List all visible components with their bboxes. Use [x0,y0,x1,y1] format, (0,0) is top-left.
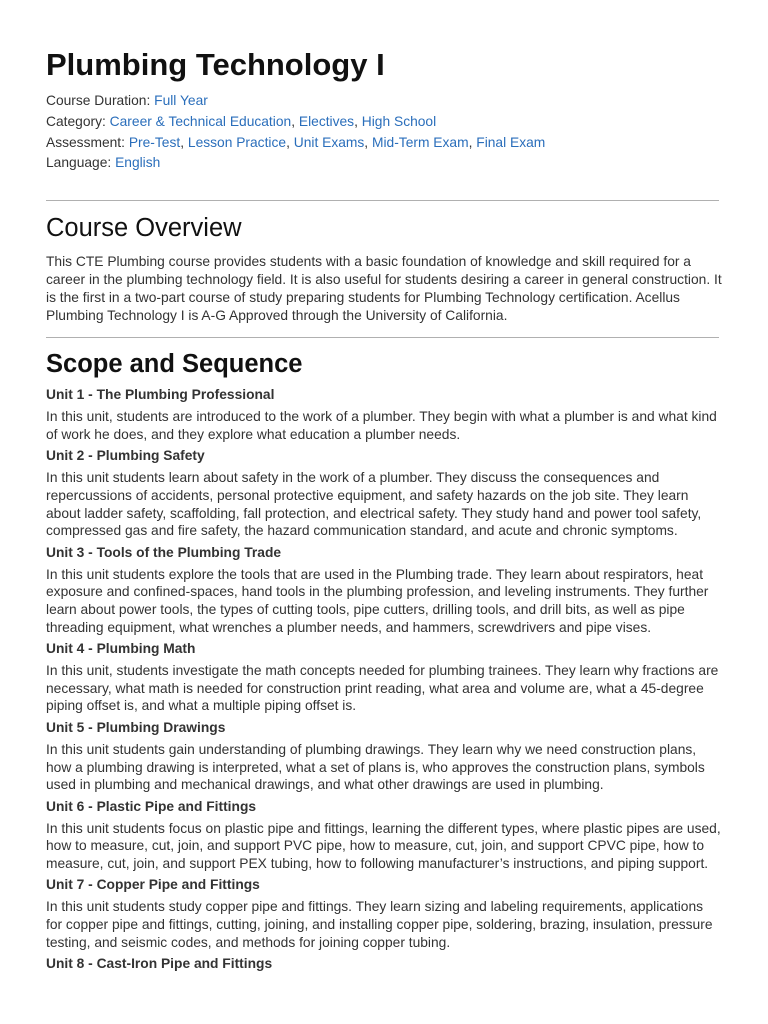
unit-description: In this unit students learn about safety in the work of a plumber. They discuss the consequences and repercussions of accidents, personal protective equipment, and safety hazards on the job site. They learn about ladder safety, scaffolding, fall protection, and electrical safety. They study hand and power tool safety, compressed gas and fire safety, the hazard communication standard, and acute and chronic symptoms. [46,470,702,539]
assessment-link-final-exam[interactable]: Final Exam [476,134,546,150]
divider [46,337,719,338]
category-row: Category: Career & Technical Education, Electives, High School [46,113,437,129]
duration-label: Course Duration: [46,93,151,108]
language-label: Language: [46,155,112,171]
unit-title: Unit 4 - Plumbing Math [46,641,196,657]
assessment-link-mid-term[interactable]: Mid-Term Exam [371,134,469,150]
duration-link[interactable]: Full Year [154,93,208,108]
category-label: Category: [46,113,106,129]
unit-description: In this unit students explore the tools that are used in the Plumbing trade. They learn about respirators, heat exposure and confined-spaces, hand tools in the plumbing profession, and leveling instruments. They further learn about power tools, the types of cutting tools, pipe cutters, drilling tools, and drill bits, as well as pipe threading equipment, what wrenches a plumber needs, and hammers, screwdrivers and pipe vises. [46,566,709,635]
course-meta [46,91,722,174]
unit-title: Unit 8 - Cast-Iron Pipe and Fittings [46,956,273,972]
divider [46,200,719,201]
unit-description: In this unit students focus on plastic pipe and fittings, learning the different types, where plastic pipes are used, how to measure, cut, join, and support PVC pipe, how to measure, cut, join, and support CPVC pipe, how to measure, cut, join, and support PEX tubing, how to following manufacturer’s instructions, and piping support. [46,820,721,871]
assessment-row: Assessment: Pre-Test, Lesson Practice, Unit Exams, Mid-Term Exam, Final Exam [46,134,546,150]
unit-title: Unit 5 - Plumbing Drawings [46,719,226,735]
unit-description: In this unit students study copper pipe and fittings. They learn sizing and labeling requirements, applications for copper pipe and fittings, cutting, joining, and installing copper pipe, soldering, brazing, insulation, pressure testing, and seismic codes, and methods for joining copper tubing. [46,899,713,950]
language-link[interactable]: English [115,155,161,171]
assessment-label: Assessment: [46,134,125,150]
assessment-link-lesson-practice[interactable]: Lesson Practice [187,134,287,150]
category-link-high-school[interactable]: High School [361,113,437,129]
overview-text: This CTE Plumbing course provides students with a basic foundation of knowledge and skill required for a career in the plumbing technology field. It is also useful for students desiring a career in general construction. It is the first in a two-part course of study preparing students for Plumbing Technology certification. Acellus Plumbing Technology I is A-G Approved through the University of California. [46,254,722,324]
category-link-cte[interactable]: Career & Technical Education [109,113,292,129]
unit-title: Unit 3 - Tools of the Plumbing Trade [46,544,282,560]
unit-description: In this unit, students are introduced to the work of a plumber. They begin with what a plumber is and what kind of work he does, and they explore what education a plumber needs. [46,409,717,442]
page-title: Plumbing Technology I [46,47,385,82]
assessment-link-unit-exams[interactable]: Unit Exams [293,134,365,150]
unit-description: In this unit students gain understanding of plumbing drawings. They learn why we need construction plans, how a plumbing drawing is interpreted, what a set of plans is, who approves the construction plans, symbols used in plumbing and mechanical drawings, and what other drawings are used in plumbing. [46,741,705,793]
unit-title: Unit 1 - The Plumbing Professional [46,387,275,403]
overview-heading: Course Overview [46,214,242,243]
language-row [46,153,722,174]
assessment-link-pre-test[interactable]: Pre-Test [128,134,181,150]
unit-title: Unit 6 - Plastic Pipe and Fittings [46,798,257,814]
unit-description: In this unit, students investigate the math concepts needed for plumbing trainees. They learn why fractions are necessary, what math is needed for construction print reading, what area and volume are, what a 45-degree piping offset is, and what a multiple piping offset is. [46,663,719,714]
unit-title: Unit 7 - Copper Pipe and Fittings [46,877,260,893]
unit-list [46,386,722,973]
duration-row [46,91,722,112]
category-link-electives[interactable]: Electives [298,113,355,129]
unit-title: Unit 2 - Plumbing Safety [46,448,205,464]
scope-heading: Scope and Sequence [46,350,303,379]
